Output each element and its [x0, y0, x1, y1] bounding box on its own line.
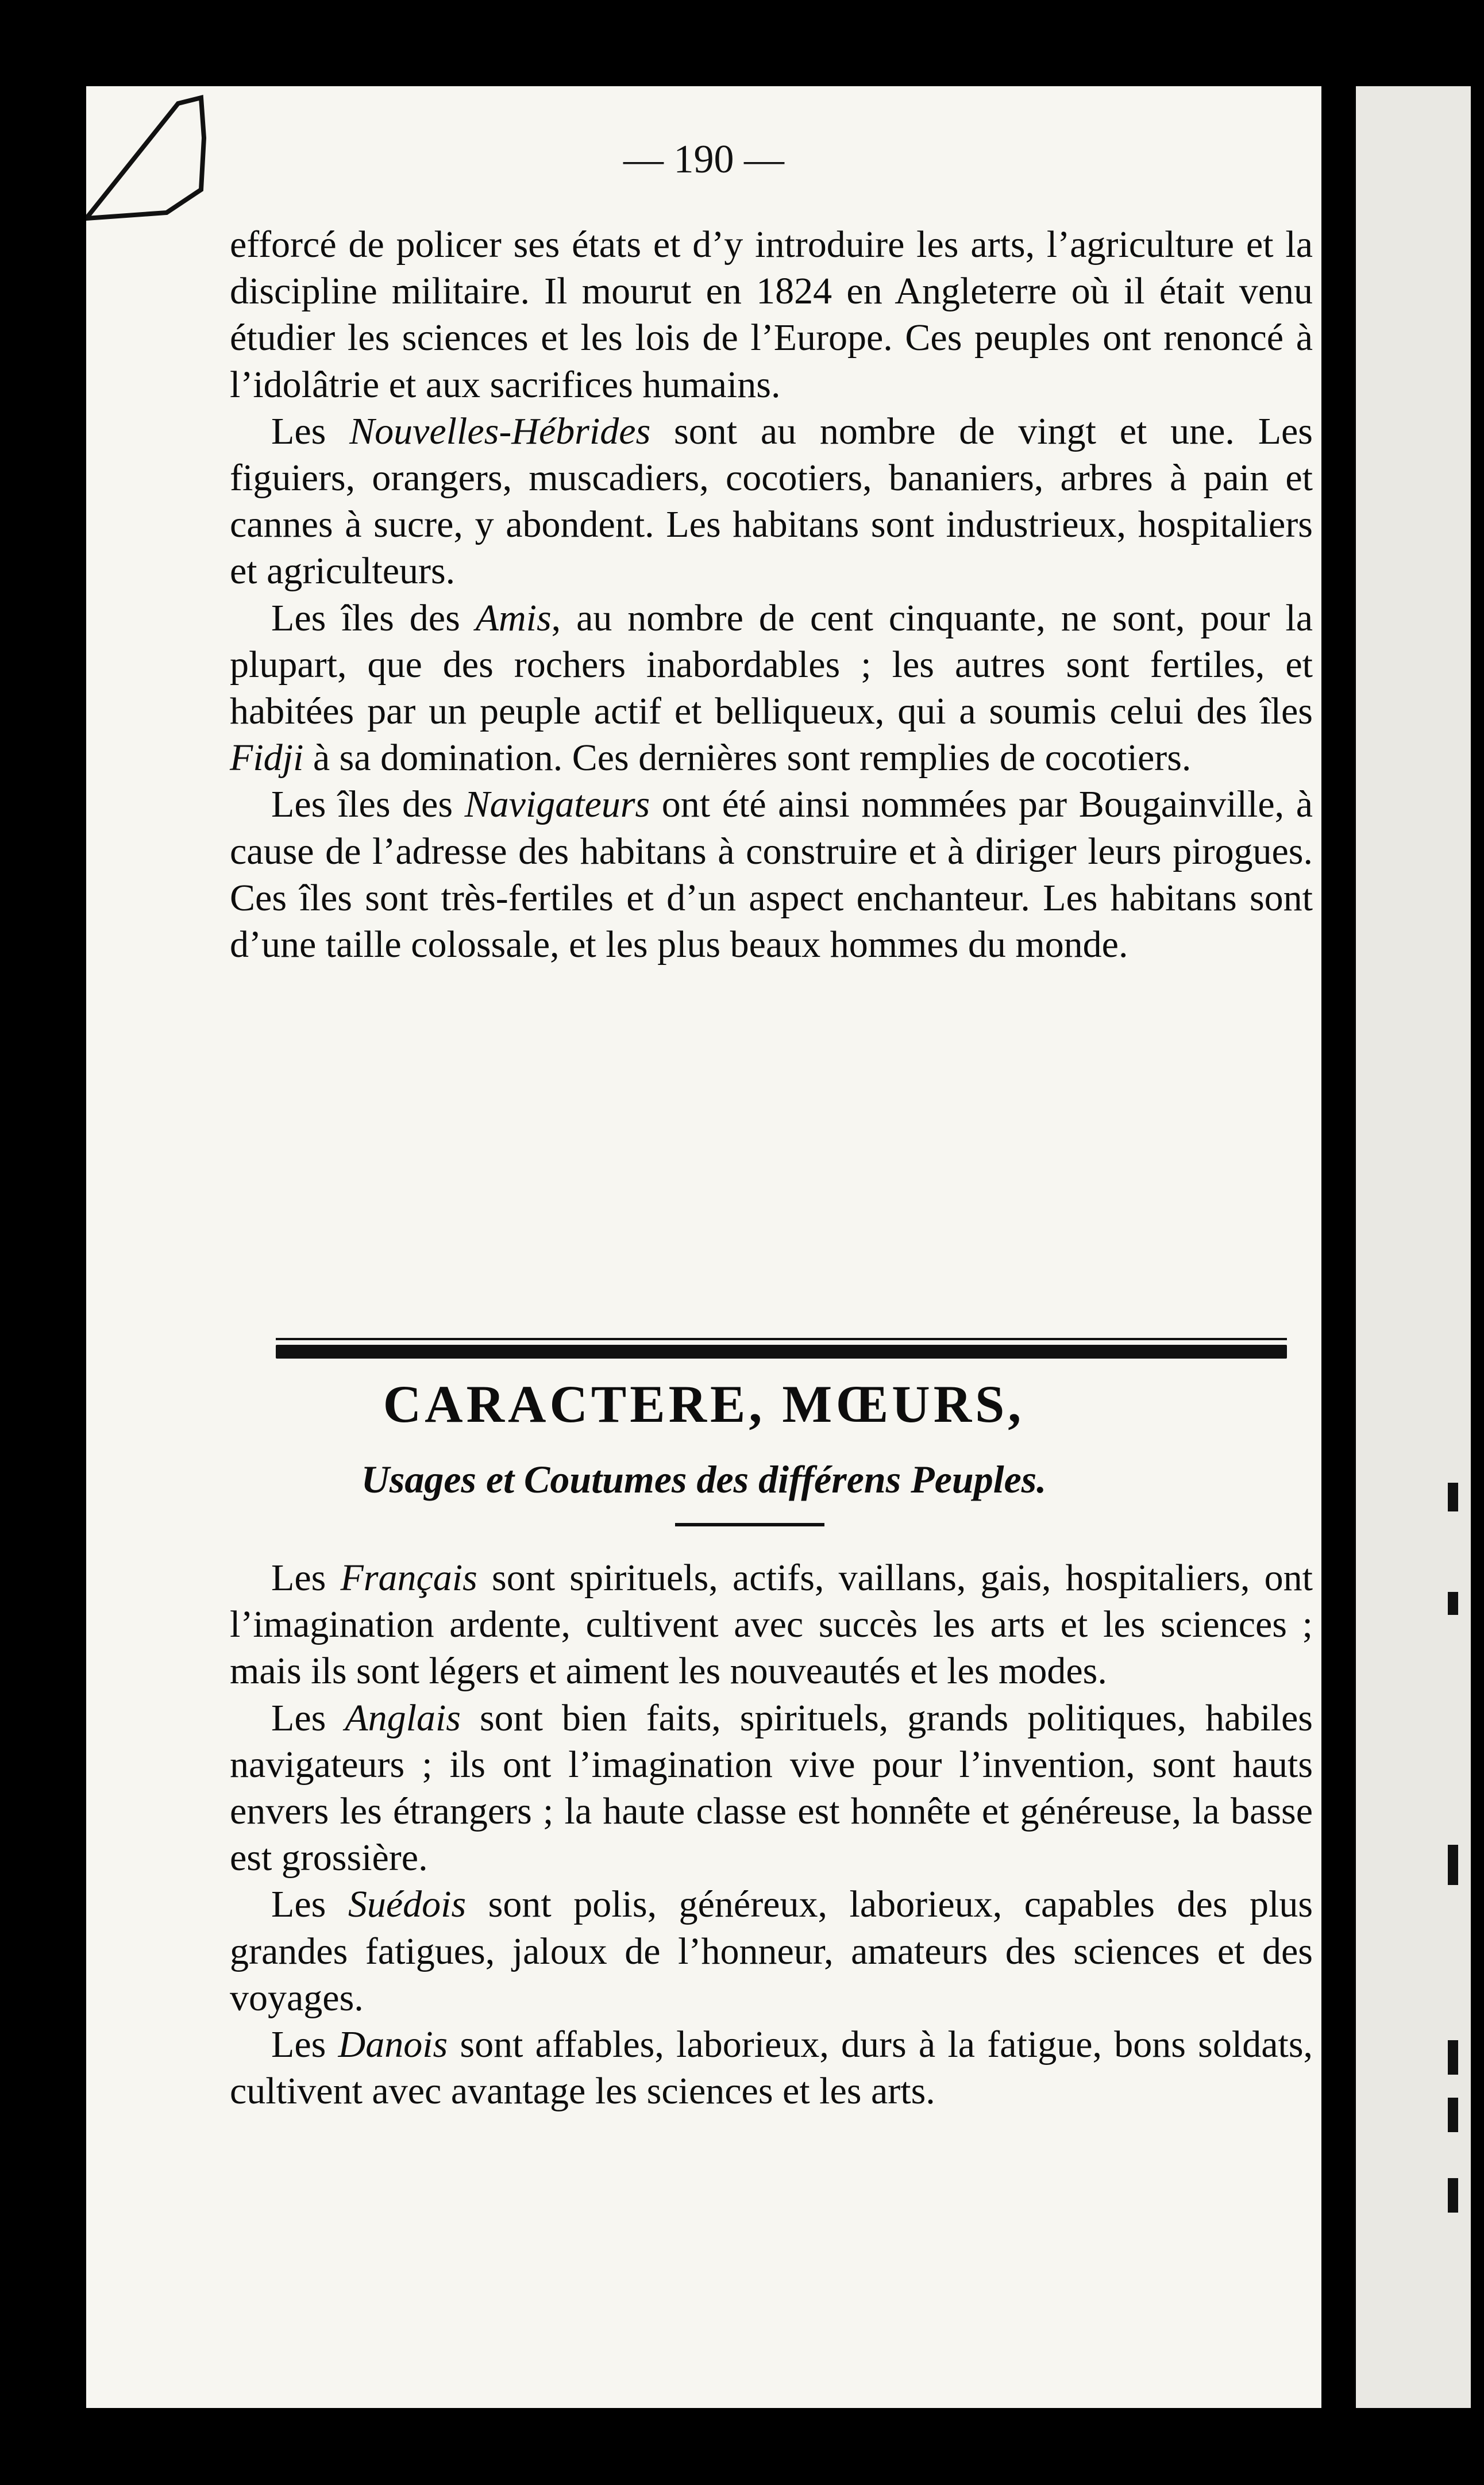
section-title: CARACTERE, MŒURS,: [383, 1375, 1025, 1433]
body-text-bottom: [230, 1555, 1313, 2114]
people-name: Anglais: [345, 1697, 461, 1739]
facing-page-glyph: [1448, 2040, 1458, 2075]
place-name: Nouvelles-Hébrides: [349, 410, 651, 452]
book-page: [86, 86, 1321, 2408]
place-name: Fidji: [230, 737, 304, 779]
facing-page-edge: [1356, 86, 1471, 2408]
section-divider: [276, 1345, 1287, 1359]
facing-page-glyph: [1448, 1483, 1458, 1511]
paragraph-suedois: Les Suédois sont polis, généreux, laborieux, capables des plus grandes fatigues, jaloux de l’honneur, amateurs des sciences et des voyages.: [230, 1883, 1313, 2019]
facing-page-glyph: [1448, 1592, 1458, 1615]
page-number: — 190 —: [623, 137, 784, 182]
subtitle-rule: [675, 1523, 824, 1526]
paragraph-anglais: Les Anglais sont bien faits, spirituels, grands politiques, habiles navigateurs ; ils ont l’imagination vive pour l’invention, sont hauts envers les étrangers ; la haute classe est honnête et généreuse, la basse est grossière.: [230, 1697, 1313, 1879]
paragraph-danois: Les Danois sont affables, laborieux, durs à la fatigue, bons soldats, cultivent avec avantage les sciences et les arts.: [230, 2024, 1313, 2113]
paragraph-navigateurs: Les îles des Navigateurs ont été ainsi nommées par Bougainville, à cause de l’adresse des habitans à construire et à diriger leurs pirogues. Ces îles sont très-fertiles et d’un aspect enchanteur. Les habitans sont d’une taille colossale, et les plus beaux hommes du monde.: [230, 783, 1313, 966]
section-divider-thin: [276, 1338, 1287, 1340]
people-name: Danois: [338, 2024, 448, 2066]
paragraph-continuation: efforcé de policer ses états et d’y introduire les arts, l’agriculture et la discipline militaire. Il mourut en 1824 en Angleterre où il était venu étudier les sciences et les lois de l’Europe. Ces peuples ont renoncé à l’idolâtrie et aux sacrifices humains.: [230, 224, 1313, 406]
people-name: Suédois: [348, 1883, 467, 1926]
facing-page-glyph: [1448, 1845, 1458, 1885]
people-name: Français: [340, 1557, 477, 1599]
paragraph-nouvelles-hebrides: Les Nouvelles-Hébrides sont au nombre de vingt et une. Les figuiers, orangers, muscadiers, cocotiers, bananiers, arbres à pain et cannes à sucre, y abondent. Les habitans sont industrieux, hospitaliers et agriculteurs.: [230, 410, 1313, 593]
paragraph-iles-des-amis: Les îles des Amis, au nombre de cent cinquante, ne sont, pour la plupart, que des rochers inabordables ; les autres sont fertiles, et habitées par un peuple actif et belliqueux, qui a soumis celui des îles Fidji à sa domination. Ces dernières sont remplies de cocotiers.: [230, 597, 1313, 779]
facing-page-glyph: [1448, 2178, 1458, 2213]
body-text-top: [230, 221, 1313, 968]
place-name: Amis: [475, 597, 552, 639]
section-subtitle: Usages et Coutumes des différens Peuples.: [361, 1457, 1047, 1501]
paragraph-francais: Les Français sont spirituels, actifs, vaillans, gais, hospitaliers, ont l’imagination ardente, cultivent avec succès les arts et les sciences ; mais ils sont légers et aiment les nouveautés et les modes.: [230, 1557, 1313, 1692]
facing-page-glyph: [1448, 2098, 1458, 2132]
place-name: Navigateurs: [464, 783, 650, 826]
